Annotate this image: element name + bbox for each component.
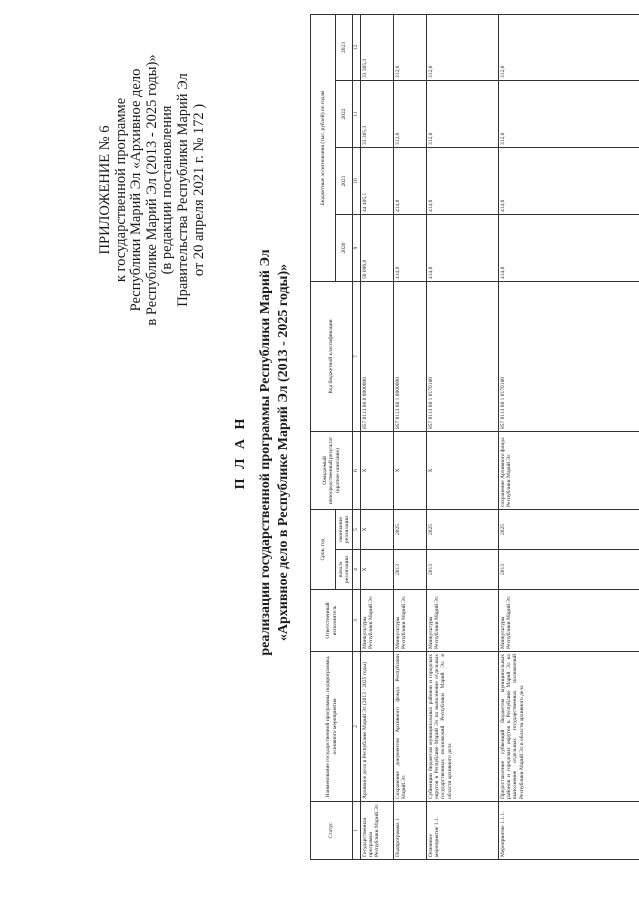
appendix-line: (в редакции постановления bbox=[159, 105, 176, 275]
appendix-line: Правительства Республики Марий Эл bbox=[174, 73, 191, 307]
table-row bbox=[361, 14, 394, 859]
row-value-2023: 33 305,3 bbox=[361, 14, 394, 80]
appendix-line: в Республике Марий Эл (2013 - 2025 годы)» bbox=[143, 54, 160, 326]
row-executor: Минкультуры Республики Марий Эл bbox=[394, 590, 427, 652]
row-name: Предоставление субвенций бюджетам муниципальных районов и городских округов в Республике Марий Эл на выполнение отдельных государственных полномочий Республики Марий Эл в области архивного дела bbox=[499, 652, 639, 802]
row-code: 857 0113 08 1 0170180 bbox=[499, 281, 639, 431]
column-index: 5 bbox=[353, 509, 361, 549]
column-index: 4 bbox=[353, 550, 361, 590]
row-value-2022: 312,0 bbox=[427, 80, 499, 147]
column-index: 3 bbox=[353, 590, 361, 652]
header-year: 2022 bbox=[336, 80, 353, 147]
row-start: 2013 bbox=[499, 550, 639, 590]
row-value-2022: 33 305,3 bbox=[361, 80, 394, 147]
row-value-2021: 414,0 bbox=[499, 147, 639, 214]
header-code: Код бюджетной классификации bbox=[311, 281, 353, 431]
row-value-2020: 414,0 bbox=[394, 214, 427, 281]
row-name: Сохранение документов Архивного фонда Республики Марий Эл bbox=[394, 652, 427, 802]
row-value-2023: 312,0 bbox=[427, 14, 499, 80]
column-index: 12 bbox=[353, 14, 361, 80]
header-executor: Ответственный исполнитель bbox=[311, 590, 353, 652]
appendix-date: от 20 апреля 2021 г. № 172 ) bbox=[190, 103, 207, 277]
appendix-header bbox=[98, 20, 207, 360]
row-result: сохранение Архивного фонда Республики Марий Эл bbox=[499, 431, 639, 509]
header-year: 2023 bbox=[336, 14, 353, 80]
header-name: Наименование государственной программы, подпрограммы, основного мероприятия bbox=[311, 652, 353, 802]
row-result: X bbox=[427, 431, 499, 509]
row-value-2020: 414,0 bbox=[427, 214, 499, 281]
row-status: Основное мероприятие 1.1. bbox=[427, 802, 499, 860]
appendix-line: к государственной программе bbox=[112, 97, 129, 283]
row-value-2023: 312,0 bbox=[394, 14, 427, 80]
row-status: Государственная программа Республики Марий Эл bbox=[361, 802, 394, 860]
column-index-row bbox=[353, 14, 361, 859]
header-status: Статус bbox=[311, 802, 353, 860]
row-name: Архивное дело в Республике Марий Эл (2013 - 2025 годы) bbox=[361, 652, 394, 802]
header-budget: Бюджетные ассигнования (тыс. рублей) по годам bbox=[311, 14, 336, 281]
row-value-2021: 414,0 bbox=[394, 147, 427, 214]
row-end: 2025 bbox=[394, 509, 427, 549]
row-end: X bbox=[361, 509, 394, 549]
row-result: X bbox=[394, 431, 427, 509]
plan-table bbox=[310, 14, 639, 860]
row-end: 2025 bbox=[499, 509, 639, 549]
row-value-2023: 312,0 bbox=[499, 14, 639, 80]
appendix-line: Республики Марий Эл «Архивное дело bbox=[128, 68, 145, 312]
plan-subtitle-line-1: реализации государственной программы Республики Марий Эл bbox=[258, 249, 273, 656]
row-executor: Минкультуры Республики Марий Эл bbox=[361, 590, 394, 652]
column-index: 10 bbox=[353, 147, 361, 214]
header-term-start: начала реализации bbox=[336, 550, 353, 590]
row-code: 857 0113 08 0 0000000 bbox=[361, 281, 394, 431]
column-index: 1 bbox=[353, 802, 361, 860]
table-row bbox=[427, 14, 499, 859]
column-index: 2 bbox=[353, 652, 361, 802]
row-value-2020: 414,0 bbox=[499, 214, 639, 281]
row-executor: Минкультуры Республики Марий Эл bbox=[499, 590, 639, 652]
row-result: X bbox=[361, 431, 394, 509]
column-index: 11 bbox=[353, 80, 361, 147]
row-value-2022: 312,0 bbox=[394, 80, 427, 147]
row-value-2020: 50 096,0 bbox=[361, 214, 394, 281]
plan-title: П Л А Н bbox=[233, 415, 248, 490]
plan-subtitle-line-2: «Архивное дело в Республике Марий Эл (2013 - 2025 годы)» bbox=[276, 263, 291, 642]
row-value-2022: 312,0 bbox=[499, 80, 639, 147]
row-code: 857 0113 08 1 0170180 bbox=[427, 281, 499, 431]
row-name: Субвенции бюджетам муниципальных районов и городских округов в Республике Марий Эл на выполнение отдельных государственных полномочий Республики Марий Эл в области архивного дела bbox=[427, 652, 499, 802]
row-status: Подпрограмма 1 bbox=[394, 802, 427, 860]
header-term: Срок, год bbox=[311, 509, 336, 589]
table-row bbox=[394, 14, 427, 859]
row-start: 2013 bbox=[394, 550, 427, 590]
row-start: X bbox=[361, 550, 394, 590]
row-status: Мероприятие 1.1.1. bbox=[499, 802, 639, 860]
column-index: 9 bbox=[353, 214, 361, 281]
row-start: 2013 bbox=[427, 550, 499, 590]
header-term-end: окончания реализации bbox=[336, 509, 353, 549]
row-value-2021: 414,0 bbox=[427, 147, 499, 214]
header-year: 2020 bbox=[336, 214, 353, 281]
row-value-2021: 44 405,1 bbox=[361, 147, 394, 214]
column-index: 6 bbox=[353, 431, 361, 509]
table-row bbox=[499, 14, 639, 859]
row-executor: Минкультуры Республики Марий Эл bbox=[427, 590, 499, 652]
appendix-number: ПРИЛОЖЕНИЕ № 6 bbox=[97, 125, 113, 255]
row-code: 857 0113 08 1 0000000 bbox=[394, 281, 427, 431]
header-year: 2021 bbox=[336, 147, 353, 214]
column-index: 7 bbox=[353, 281, 361, 431]
row-end: 2025 bbox=[427, 509, 499, 549]
header-result: Ожидаемый непосредственный результат (краткое описание) bbox=[311, 431, 353, 509]
